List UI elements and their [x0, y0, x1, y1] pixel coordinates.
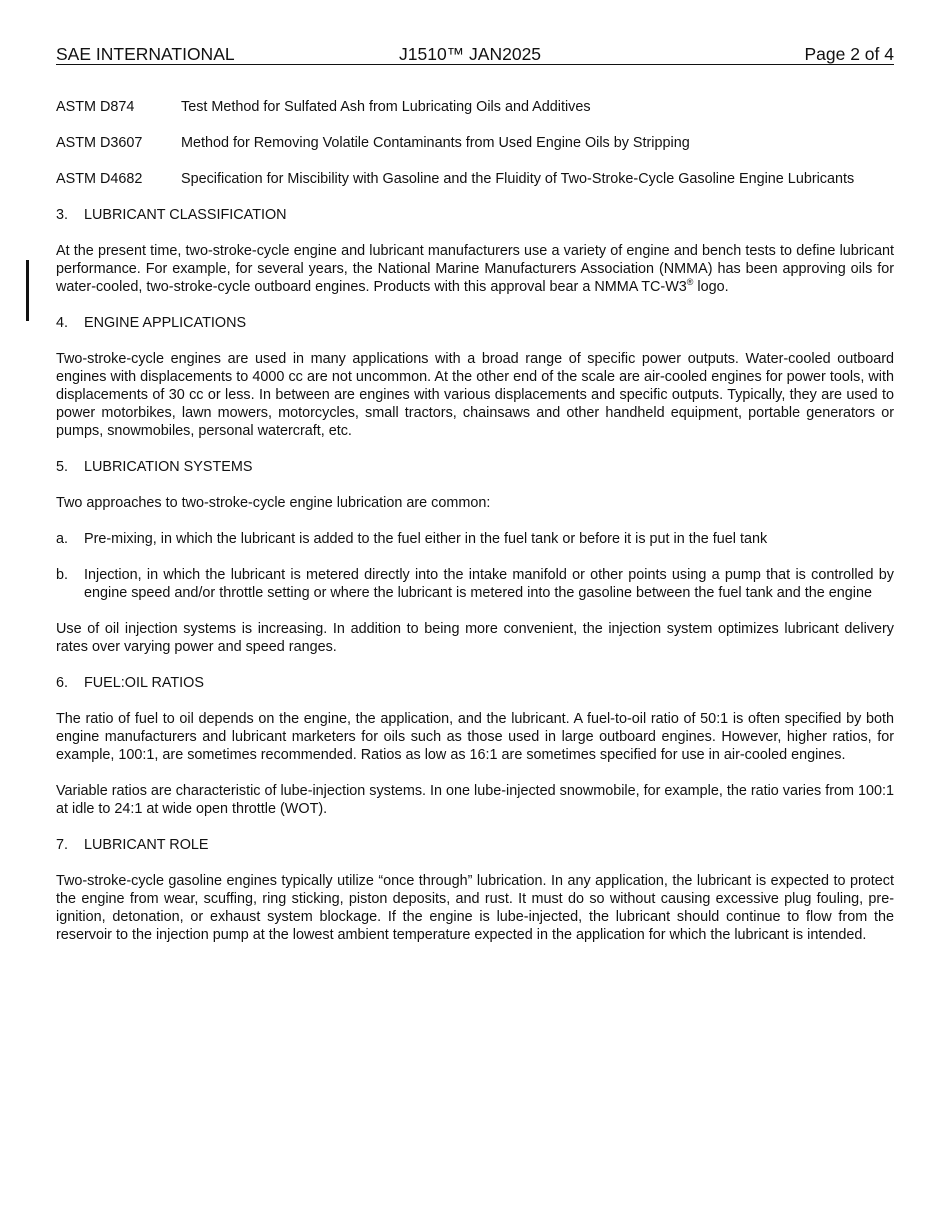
reference-list [56, 98, 894, 188]
registered-mark: ® [686, 277, 694, 288]
page-header [56, 44, 894, 65]
section-number: 7. [56, 837, 69, 853]
list-item [56, 566, 894, 602]
revision-change-bar [26, 260, 29, 321]
reference-item [56, 170, 894, 188]
header-page-number: Page 2 of 4 [804, 44, 894, 64]
header-document-id: J1510™ JAN2025 [399, 44, 542, 64]
list-item [56, 530, 894, 548]
reference-item [56, 134, 894, 152]
section-title: LUBRICANT ROLE [84, 837, 209, 853]
section-4-paragraph: Two-stroke-cycle engines are used in many applications with a broad range of specific power outputs. Water-cooled outboard engines with displacements to 4000 cc are not uncommon. At the other end of the scale are air-cooled engines for power tools, with displacements of 30 cc or less. In between are engines with various displacements and specific outputs. Typically, they are used to power motorbikes, lawn mowers, motorcycles, small tractors, chainsaws and other handheld equipment, portable generators or pumps, snowmobiles, personal watercraft, etc. [56, 351, 894, 439]
reference-code: ASTM D4682 [56, 171, 143, 187]
section-number: 5. [56, 459, 69, 475]
section-heading-5 [56, 458, 894, 476]
section-heading-6 [56, 674, 894, 692]
list-item-text: Injection, in which the lubricant is metered directly into the intake manifold or other points using a pump that is controlled by engine speed and/or throttle setting or where the lubricant is metered into the gasoline between the fuel tank and the engine [84, 567, 894, 601]
section-7-paragraph: Two-stroke-cycle gasoline engines typically utilize “once through” lubrication. In any application, the lubricant is expected to protect the engine from wear, scuffing, ring sticking, piston deposits, and rust. It must do so without causing excessive plug fouling, pre-ignition, detonation, or exhaust system blockage. If the engine is lube-injected, the lubricant should continue to flow from the reservoir to the injection pump at the lowest ambient temperature expected in the application for which the lubricant is intended. [56, 873, 894, 943]
reference-code: ASTM D3607 [56, 135, 143, 151]
section-title: FUEL:OIL RATIOS [84, 675, 204, 691]
reference-item [56, 98, 894, 116]
list-item-letter: a. [56, 531, 69, 547]
section-number: 4. [56, 315, 69, 331]
section-6-paragraph-2: Variable ratios are characteristic of lube-injection systems. In one lube-injected snowmobile, for example, the ratio varies from 100:1 at idle to 24:1 at wide open throttle (WOT). [56, 783, 894, 817]
section-number: 6. [56, 675, 69, 691]
section-3-paragraph [56, 242, 894, 296]
paragraph-text-end: logo. [693, 279, 729, 295]
reference-title: Method for Removing Volatile Contaminants from Used Engine Oils by Stripping [181, 135, 690, 151]
section-heading-7 [56, 836, 894, 854]
header-organization: SAE INTERNATIONAL [56, 44, 235, 64]
reference-title: Specification for Miscibility with Gasoline and the Fluidity of Two-Stroke-Cycle Gasoline Engine Lubricants [181, 171, 855, 187]
section-title: ENGINE APPLICATIONS [84, 315, 247, 331]
list-item-letter: b. [56, 567, 69, 583]
reference-title: Test Method for Sulfated Ash from Lubricating Oils and Additives [181, 99, 591, 115]
section-5-intro: Two approaches to two-stroke-cycle engine lubrication are common: [56, 495, 491, 511]
paragraph-text: At the present time, two-stroke-cycle engine and lubricant manufacturers use a variety of engine and bench tests to define lubricant performance. For example, for several years, the National Marine Manufacturers Association (NMMA) has been approving oils for water-cooled, two-stroke-cycle outboard engines. Products with this approval bear a NMMA TC-W3 [56, 243, 894, 295]
section-5-paragraph: Use of oil injection systems is increasing. In addition to being more convenient, the injection system optimizes lubricant delivery rates over varying power and speed ranges. [56, 621, 894, 655]
section-title: LUBRICANT CLASSIFICATION [84, 207, 287, 223]
reference-code: ASTM D874 [56, 99, 135, 115]
section-number: 3. [56, 207, 69, 223]
section-heading-3 [56, 206, 894, 224]
section-heading-4 [56, 314, 894, 332]
document-page [56, 44, 894, 962]
section-6-paragraph-1: The ratio of fuel to oil depends on the engine, the application, and the lubricant. A fuel-to-oil ratio of 50:1 is often specified by both engine manufacturers and lubricant marketers for oils such as those used in large outboard engines. However, higher ratios, for example, 100:1, are sometimes recommended. Ratios as low as 16:1 are sometimes specified for use in air-cooled engines. [56, 711, 894, 763]
section-title: LUBRICATION SYSTEMS [84, 459, 253, 475]
list-item-text: Pre-mixing, in which the lubricant is added to the fuel either in the fuel tank or before it is put in the fuel tank [84, 531, 768, 547]
